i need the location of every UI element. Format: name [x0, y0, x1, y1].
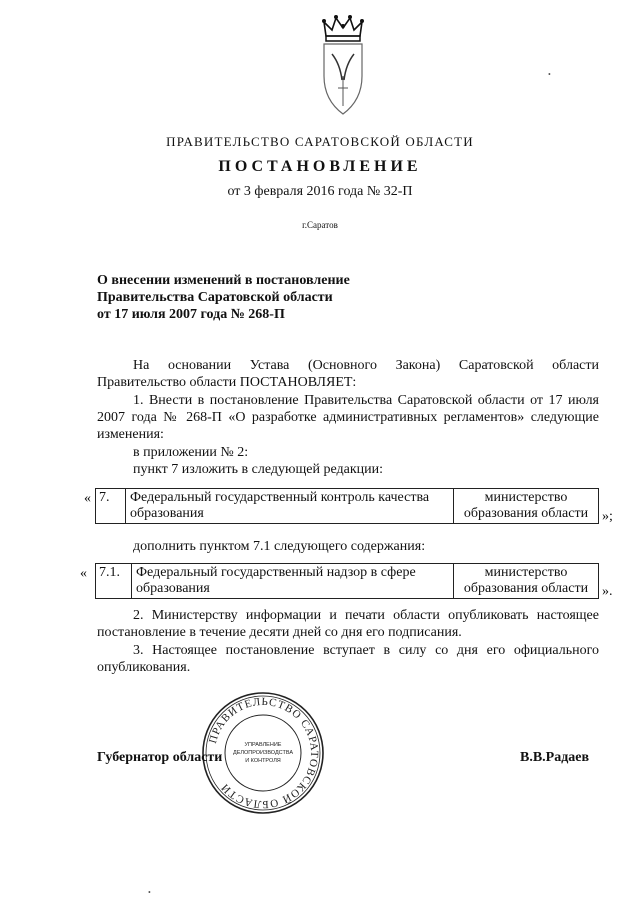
table-1-function: Федеральный государственный контроль качества образования	[126, 489, 454, 524]
table-2-function: Федеральный государственный надзор в сфере образования	[132, 564, 454, 599]
table-2-close-quote: ».	[602, 584, 613, 599]
item-2-paragraph: 2. Министерству информации и печати области опубликовать настоящее постановление в течение десяти дней со дня его подписания.	[97, 608, 599, 640]
coat-of-arms-icon	[318, 14, 368, 122]
signature-position: Губернатор области	[97, 750, 223, 765]
table-2-ministry: министерство образования области	[454, 564, 599, 599]
item-3-paragraph: 3. Настоящее постановление вступает в силу со дня его официального опубликования.	[97, 643, 599, 675]
svg-text:ПРАВИТЕЛЬСТВО САРАТОВСКОЙ ОБЛА: ПРАВИТЕЛЬСТВО САРАТОВСКОЙ ОБЛАСТИ	[206, 695, 321, 811]
table-1-number: 7.	[96, 489, 126, 524]
table-1	[95, 488, 599, 524]
scan-speck: •	[148, 888, 151, 897]
item-7-intro: пункт 7 изложить в следующей редакции:	[133, 462, 383, 477]
table-2-open-quote: «	[80, 566, 87, 581]
table-2	[95, 563, 599, 599]
svg-text:ДЕЛОПРОИЗВОДСТВА: ДЕЛОПРОИЗВОДСТВА	[232, 750, 294, 756]
subject-line-2: Правительства Саратовской области	[97, 290, 333, 305]
table-1-ministry: министерство образования области	[454, 489, 599, 524]
appendix-line: в приложении № 2:	[133, 445, 249, 460]
subject-line-3: от 17 июля 2007 года № 268-П	[97, 307, 285, 322]
table-1-open-quote: «	[84, 491, 91, 506]
table-1-close-quote: »;	[602, 509, 613, 524]
basis-paragraph: На основании Устава (Основного Закона) Саратовской области Правительство области ПОСТАНОВЛЯЕТ:	[97, 358, 599, 390]
table-2-number: 7.1.	[96, 564, 132, 599]
document-type: ПОСТАНОВЛЕНИЕ	[218, 158, 422, 175]
table-row	[96, 489, 599, 524]
add-item-intro: дополнить пунктом 7.1 следующего содержания:	[133, 539, 426, 554]
government-name: ПРАВИТЕЛЬСТВО САРАТОВСКОЙ ОБЛАСТИ	[166, 134, 474, 149]
signature-name: В.В.Радаев	[520, 750, 590, 765]
table-row	[96, 564, 599, 599]
svg-text:УПРАВЛЕНИЕ: УПРАВЛЕНИЕ	[244, 742, 282, 748]
scan-speck: •	[548, 70, 551, 79]
svg-text:И КОНТРОЛЯ: И КОНТРОЛЯ	[245, 758, 281, 764]
item-1-paragraph: 1. Внести в постановление Правительства Саратовской области от 17 июля 2007 года № 268-П «О разработке административных регламентов» следующие изменения:	[97, 393, 599, 442]
subject-line-1: О внесении изменений в постановление	[97, 273, 350, 288]
document-subject	[97, 272, 350, 323]
document-date-number: от 3 февраля 2016 года № 32-П	[227, 184, 413, 199]
document-city: г.Саратов	[302, 220, 338, 230]
